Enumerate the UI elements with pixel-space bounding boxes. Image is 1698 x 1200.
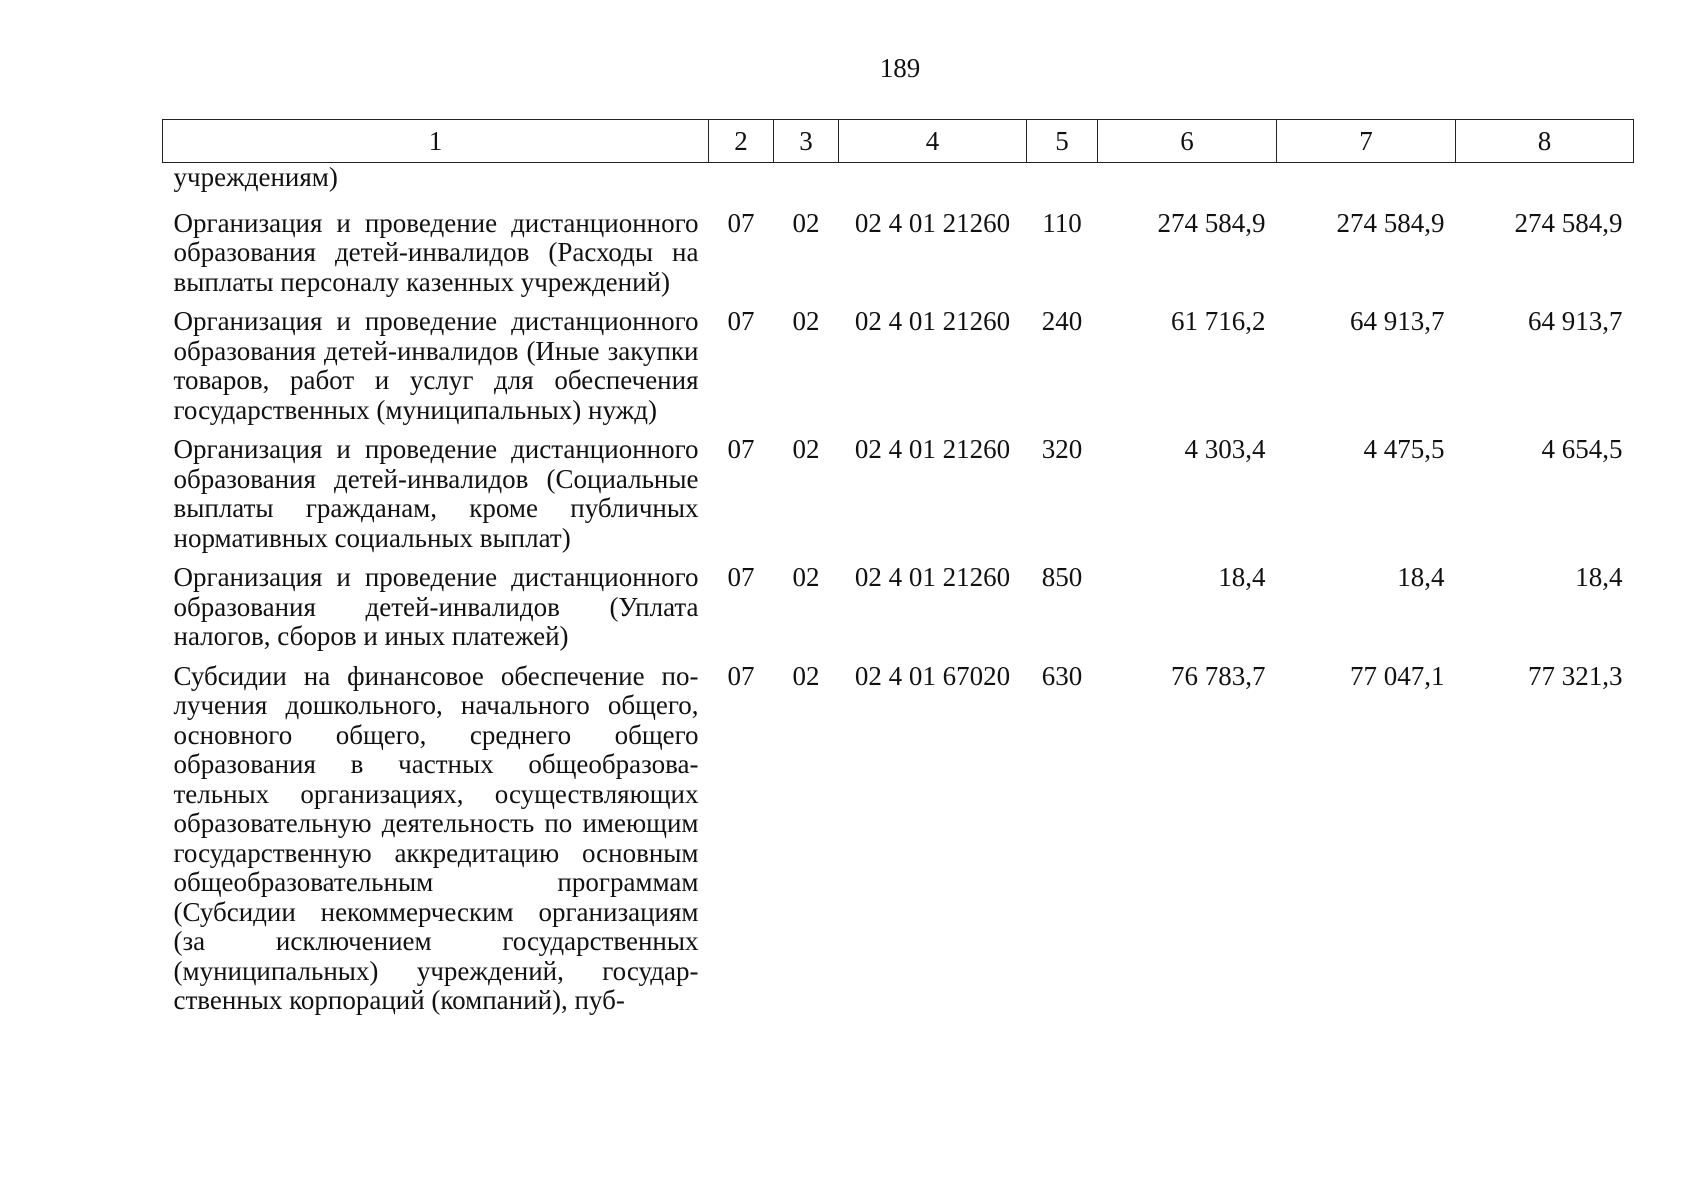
header-col-5: 5 bbox=[1027, 120, 1098, 163]
row-section: 07 bbox=[727, 660, 755, 691]
header-col-4: 4 bbox=[839, 120, 1027, 163]
row-amount-col6: 18,4 bbox=[1218, 562, 1266, 592]
row-target-article: 02 4 01 67020 bbox=[854, 660, 1011, 691]
row-amount-col7: 18,4 bbox=[1397, 562, 1445, 592]
row-description: Организация и проведение дистанционного образования детей-инвалидов (Расходы на выплаты персоналу казенных учреждений) bbox=[173, 207, 699, 297]
row-target-article: 02 4 01 21260 bbox=[854, 207, 1011, 238]
row-amount-col8: 77 321,3 bbox=[1528, 660, 1623, 691]
row-amount-col6: 4 303,4 bbox=[1184, 434, 1266, 464]
header-row bbox=[163, 120, 1634, 163]
row-subsection: 02 bbox=[792, 207, 820, 238]
row-subsection: 02 bbox=[792, 306, 820, 336]
row-section: 07 bbox=[727, 434, 755, 464]
row-expense-type: 110 bbox=[1042, 207, 1082, 238]
row-target-article: 02 4 01 21260 bbox=[854, 562, 1011, 592]
row-target-article: 02 4 01 21260 bbox=[854, 306, 1011, 336]
row-amount-col8: 64 913,7 bbox=[1528, 306, 1623, 336]
header-col-3: 3 bbox=[774, 120, 839, 163]
row-amount-col7: 77 047,1 bbox=[1350, 660, 1445, 691]
header-col-2: 2 bbox=[709, 120, 774, 163]
table-row bbox=[163, 652, 1634, 1016]
row-amount-col6: 61 716,2 bbox=[1171, 306, 1266, 336]
row-amount-col7: 274 584,9 bbox=[1336, 207, 1445, 238]
row-amount-col8: 274 584,9 bbox=[1514, 207, 1623, 238]
continuation-row bbox=[163, 163, 1634, 199]
table-row bbox=[163, 553, 1634, 652]
continuation-text: учреждениям) bbox=[173, 162, 338, 192]
row-description: Субсидии на финансовое обеспечение получения дошкольного, начального общего, основного общего, среднего общего образования в частных общеобразовательных организациях, осуществляющих образовательную деятельность по имеющим государственную аккредитацию основным общеобразовательным программам (Субсидии некоммерческим организациям (за исключением государственных (муниципальных) учреждений, государственных корпораций (компаний), пуб- bbox=[173, 660, 699, 1015]
row-section: 07 bbox=[727, 306, 755, 336]
row-expense-type: 630 bbox=[1041, 660, 1083, 691]
row-target-article: 02 4 01 21260 bbox=[854, 434, 1011, 464]
page-number: 189 bbox=[879, 53, 921, 83]
row-amount-col6: 274 584,9 bbox=[1157, 207, 1266, 238]
row-section: 07 bbox=[727, 207, 755, 238]
table-row bbox=[163, 425, 1634, 553]
row-amount-col8: 18,4 bbox=[1575, 562, 1623, 592]
header-col-1: 1 bbox=[163, 120, 709, 163]
row-description: Организация и проведение дистанционного образования детей-инвалидов (Социальные выплаты гражданам, кроме публичных нормативных социальных выплат) bbox=[173, 434, 699, 553]
row-amount-col6: 76 783,7 bbox=[1171, 660, 1266, 691]
row-description: Организация и проведение дистанционного образования детей-инвалидов (Уплата налогов, сборов и иных платежей) bbox=[173, 562, 699, 651]
row-subsection: 02 bbox=[792, 660, 820, 691]
row-amount-col8: 4 654,5 bbox=[1541, 434, 1623, 464]
row-expense-type: 850 bbox=[1041, 562, 1083, 592]
row-expense-type: 240 bbox=[1041, 306, 1083, 336]
table-body bbox=[163, 163, 1634, 1016]
row-expense-type: 320 bbox=[1041, 434, 1083, 464]
row-amount-col7: 64 913,7 bbox=[1350, 306, 1445, 336]
row-description: Организация и проведение дистанционного образования детей-инвалидов (Иные закупки товаров, работ и услуг для обеспечения государственных (муниципальных) нужд) bbox=[173, 306, 699, 425]
row-subsection: 02 bbox=[792, 434, 820, 464]
header-col-8: 8 bbox=[1456, 120, 1634, 163]
header-col-6: 6 bbox=[1098, 120, 1277, 163]
header-col-7: 7 bbox=[1277, 120, 1456, 163]
table-header bbox=[163, 120, 1634, 163]
budget-table bbox=[162, 119, 1634, 1016]
row-subsection: 02 bbox=[792, 562, 820, 592]
table-row bbox=[163, 199, 1634, 298]
row-amount-col7: 4 475,5 bbox=[1363, 434, 1445, 464]
table-row bbox=[163, 297, 1634, 425]
row-section: 07 bbox=[727, 562, 755, 592]
